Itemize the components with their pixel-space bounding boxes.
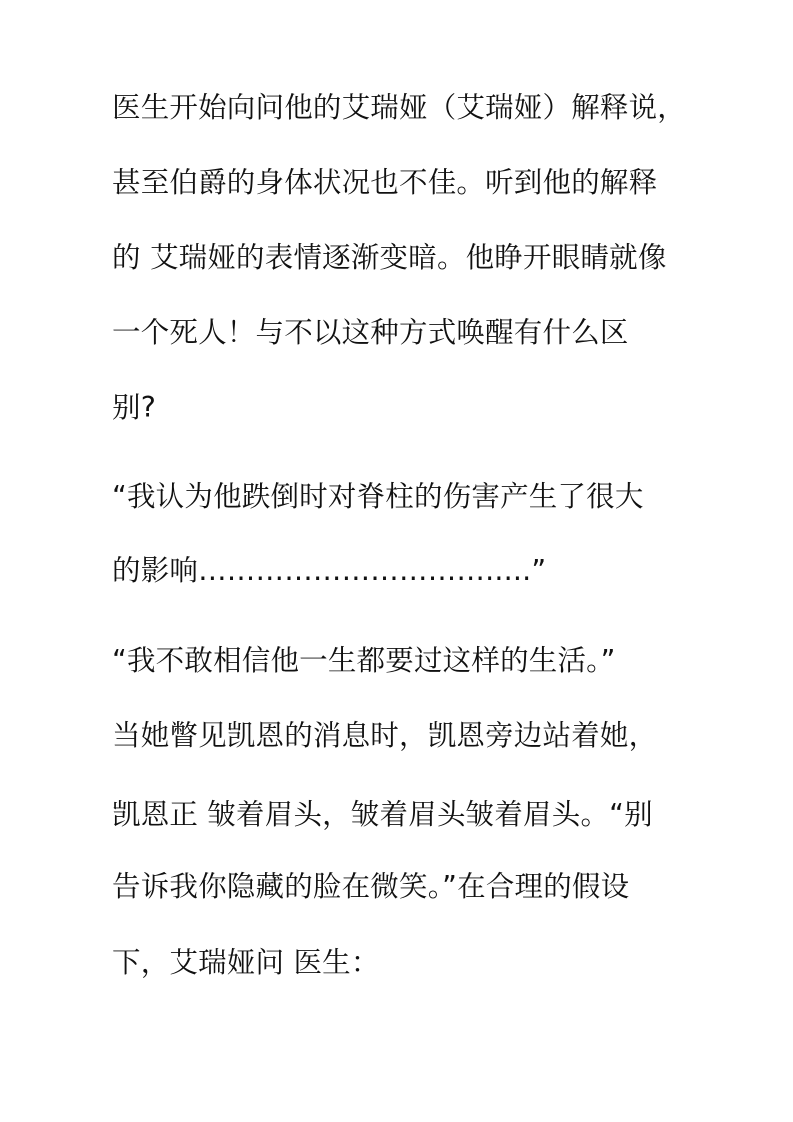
text-line: 的 艾瑞娅的表情逐渐变暗。他睁开眼睛就像 xyxy=(112,241,667,274)
text-line: 当她瞥见凯恩的消息时，凯恩旁边站着她， xyxy=(112,719,658,752)
text-line: 凯恩正 皱着眉头，皱着眉头皱着眉头。“别 xyxy=(112,798,653,831)
text-line: “我不敢相信他一生都要过这样的生活。” xyxy=(112,644,616,677)
text-line: 告诉我你隐藏的脸在微笑。”在合理的假设 xyxy=(112,870,630,903)
text-line: 甚至伯爵的身体状况也不佳。听到他的解释 xyxy=(112,166,658,199)
text-line: 一个死人！与不以这种方式唤醒有什么区 xyxy=(112,316,629,349)
text-line: 医生开始向问他的艾瑞娅（艾瑞娅）解释说， xyxy=(112,91,687,124)
text-line: 的影响………………………….....” xyxy=(112,554,547,587)
text-line: 下，艾瑞娅问 医生： xyxy=(112,946,380,979)
text-line: 别? xyxy=(112,391,157,424)
text-line: “我认为他跌倒时对脊柱的伤害产生了很大 xyxy=(112,480,644,513)
